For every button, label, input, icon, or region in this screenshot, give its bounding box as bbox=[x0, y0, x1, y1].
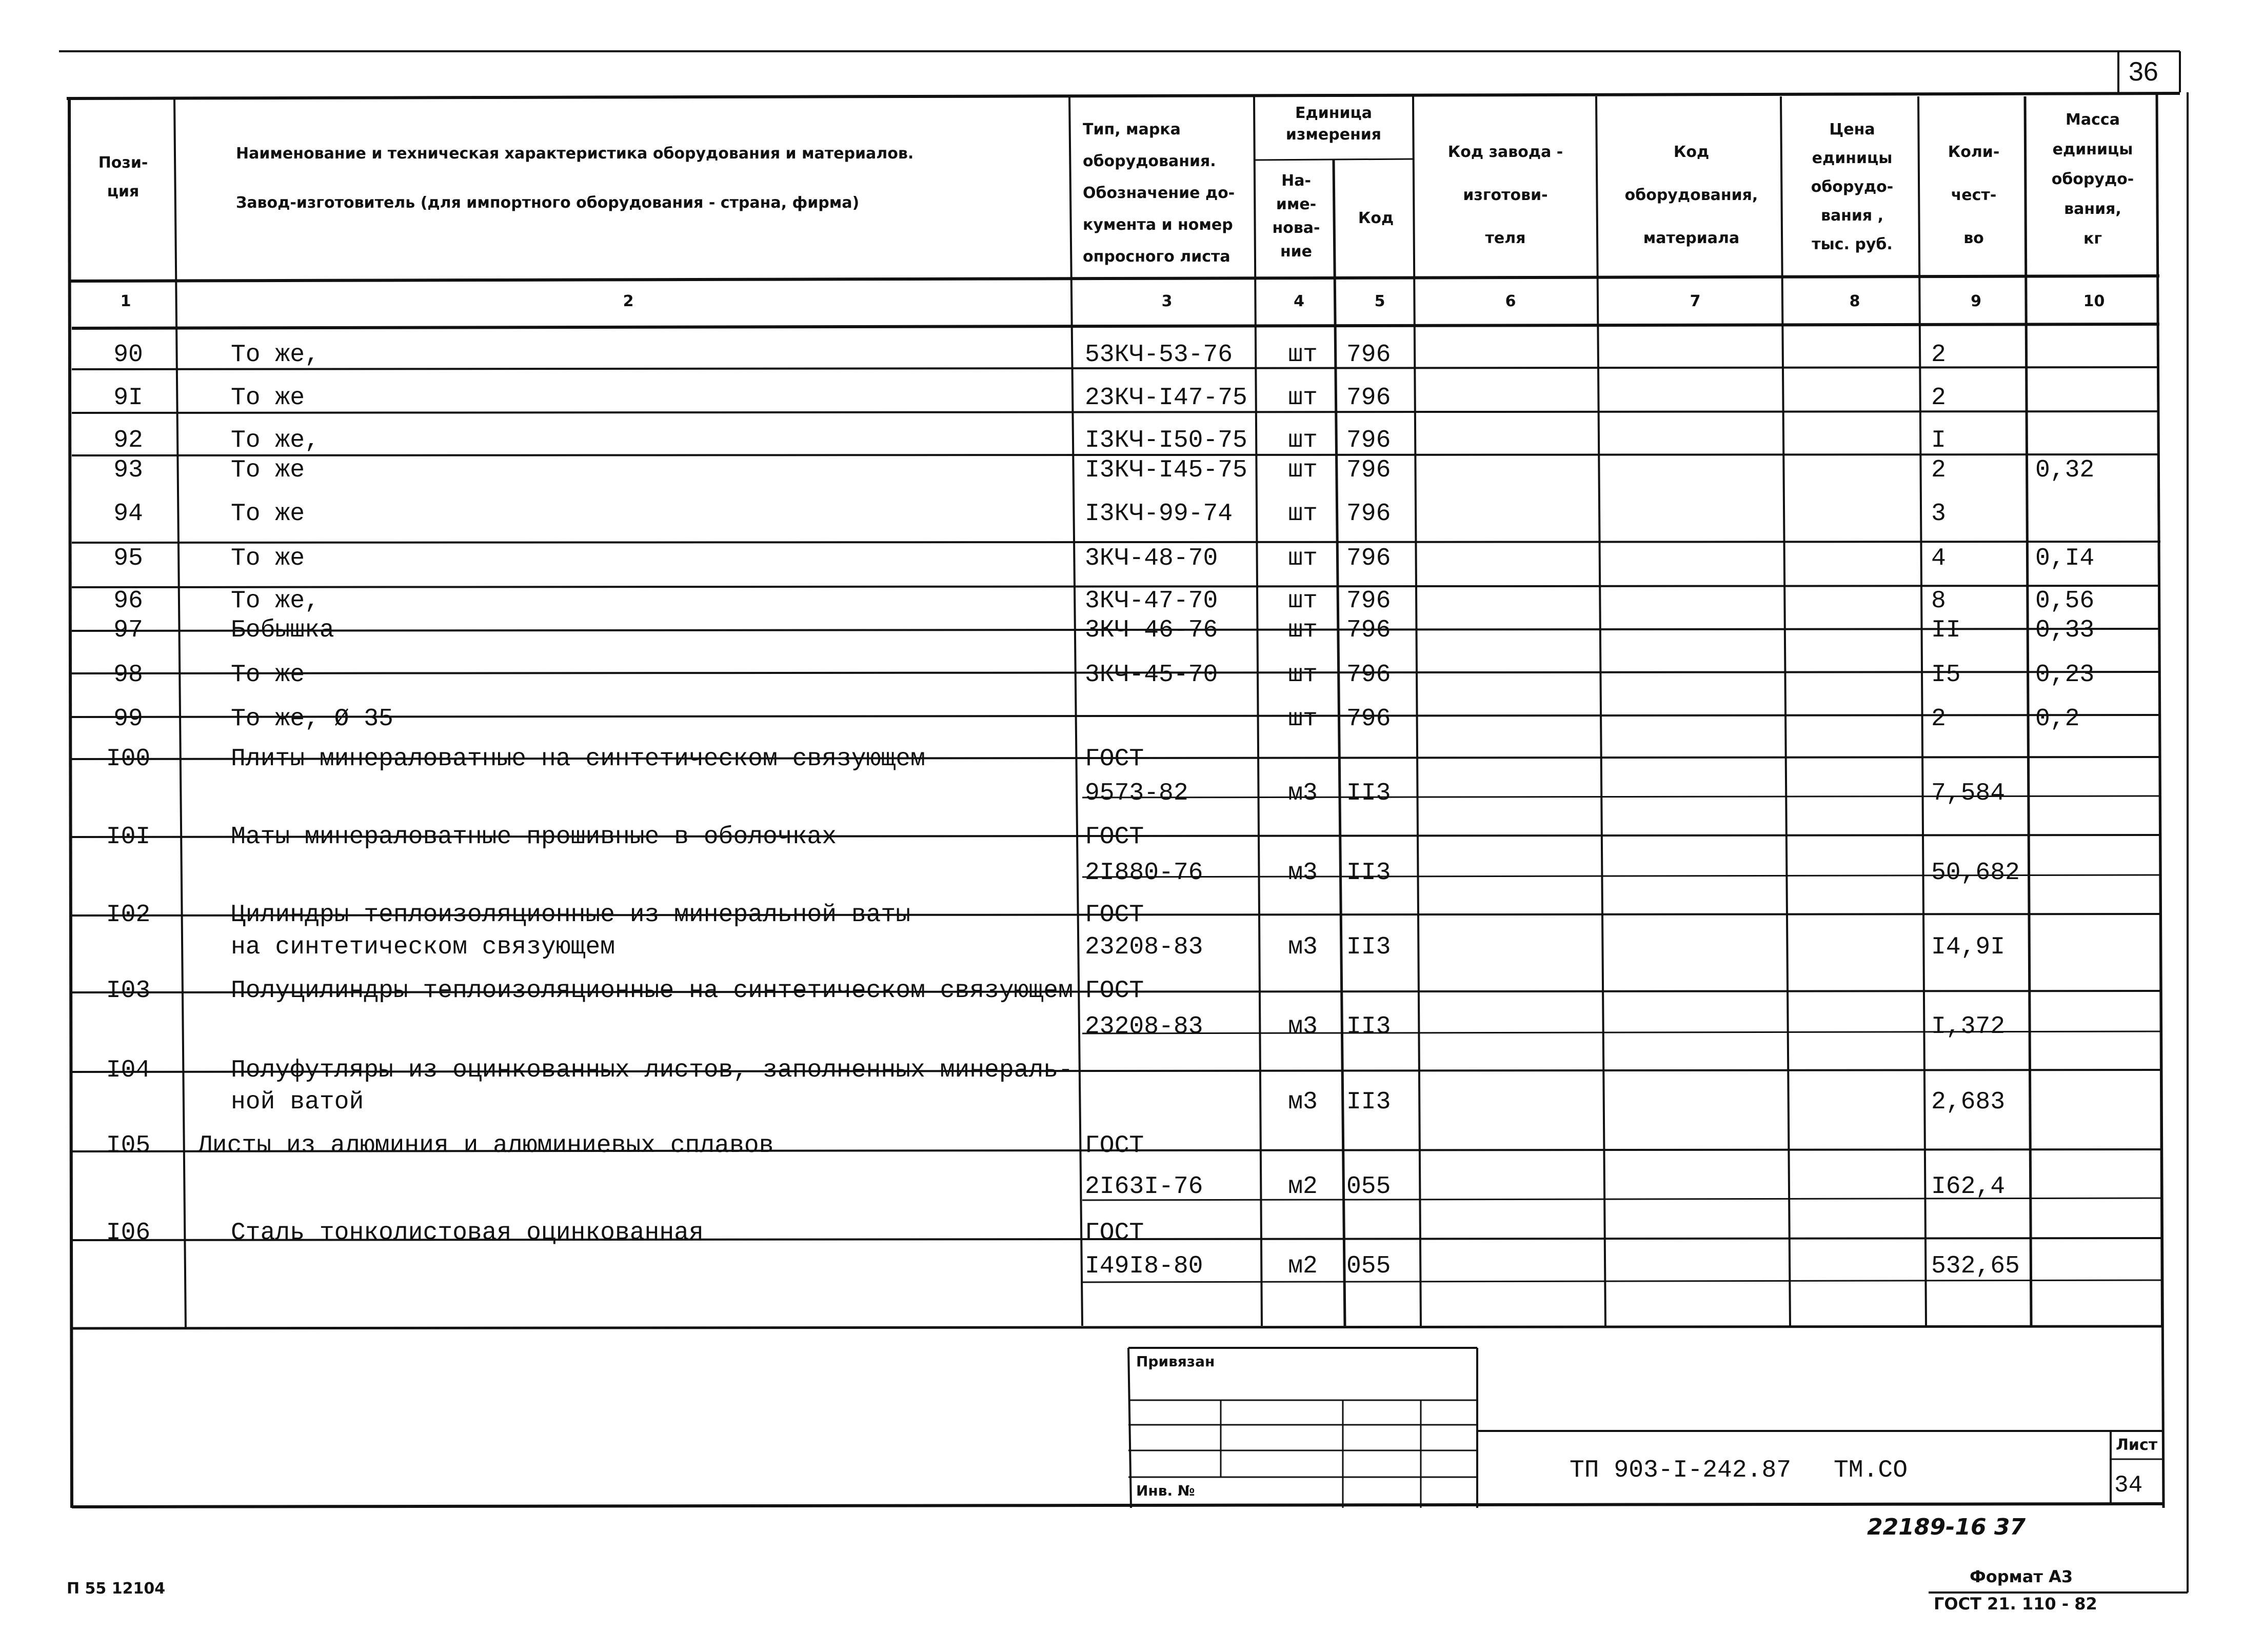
cell-mass: 0,32 bbox=[2035, 456, 2095, 484]
cell-unit: м3 bbox=[1288, 1013, 1318, 1041]
cell-position: 96 bbox=[113, 587, 143, 615]
cell-position: 9I bbox=[113, 384, 143, 412]
footer-gost: ГОСТ 21. 110 - 82 bbox=[1934, 1594, 2097, 1614]
cell-type: ГОСТ bbox=[1085, 901, 1144, 929]
cell-name: То же bbox=[231, 661, 305, 689]
cell-type: I49I8-80 bbox=[1085, 1252, 1203, 1280]
cell-unit-code: 796 bbox=[1346, 384, 1391, 412]
cell-unit-code: II3 bbox=[1346, 1013, 1391, 1041]
cell-quantity: 532,65 bbox=[1931, 1252, 2020, 1280]
cell-position: 95 bbox=[113, 545, 143, 572]
cell-type: I3КЧ-I50-75 bbox=[1085, 427, 1247, 454]
cell-type: I3КЧ-I45-75 bbox=[1085, 456, 1247, 484]
cell-unit: шт bbox=[1288, 341, 1318, 369]
cell-type: 53КЧ-53-76 bbox=[1085, 341, 1233, 369]
cell-position: 92 bbox=[113, 427, 143, 454]
header-unit-name: На- име- нова- ние bbox=[1272, 172, 1320, 261]
cell-position: 97 bbox=[113, 616, 143, 644]
cell-name: Цилиндры теплоизоляционные из минеральной ваты bbox=[231, 901, 911, 929]
cell-unit: м3 bbox=[1288, 1088, 1318, 1116]
cell-unit: шт bbox=[1288, 500, 1318, 528]
cell-quantity: 2 bbox=[1931, 341, 1946, 369]
cell-unit: м3 bbox=[1288, 780, 1318, 807]
cell-unit: шт bbox=[1288, 587, 1318, 615]
page-number: 36 bbox=[2129, 57, 2158, 87]
header-material-code: Код оборудования, материала bbox=[1624, 143, 1758, 247]
cell-type: ГОСТ bbox=[1085, 977, 1144, 1005]
cell-type: 2I880-76 bbox=[1085, 859, 1203, 887]
cell-type: ГОСТ bbox=[1085, 823, 1144, 851]
cell-quantity: 2 bbox=[1931, 705, 1946, 733]
colnum-9: 9 bbox=[1971, 292, 1981, 310]
cell-position: 90 bbox=[113, 341, 143, 369]
cell-quantity: I4,9I bbox=[1931, 933, 2006, 961]
colnum-1: 1 bbox=[120, 292, 131, 310]
cell-unit-code: II3 bbox=[1346, 859, 1391, 887]
cell-unit-code: 796 bbox=[1346, 500, 1391, 528]
cell-type: 23208-83 bbox=[1085, 933, 1203, 961]
cell-unit-code: 055 bbox=[1346, 1173, 1391, 1201]
header-factory-code: Код завода - изготови- теля bbox=[1447, 143, 1563, 247]
cell-type: 23КЧ-I47-75 bbox=[1085, 384, 1247, 412]
colnum-6: 6 bbox=[1505, 292, 1516, 310]
cell-unit-code: 796 bbox=[1346, 545, 1391, 572]
stamp-privyazan: Привязан bbox=[1136, 1353, 1215, 1370]
cell-name: То же, bbox=[231, 587, 320, 615]
cell-quantity: I5 bbox=[1931, 661, 1961, 689]
cell-unit: шт bbox=[1288, 616, 1318, 644]
cell-quantity: 7,584 bbox=[1931, 780, 2006, 807]
cell-unit-code: II3 bbox=[1346, 780, 1391, 807]
cell-type: ГОСТ bbox=[1085, 745, 1144, 773]
cell-quantity: 50,682 bbox=[1931, 859, 2020, 887]
cell-name: Бобышка bbox=[231, 616, 334, 644]
cell-position: I02 bbox=[106, 901, 151, 929]
cell-unit-code: II3 bbox=[1346, 933, 1391, 961]
cell-type: 3КЧ-45-70 bbox=[1085, 661, 1218, 689]
cell-unit-code: 796 bbox=[1346, 427, 1391, 454]
colnum-7: 7 bbox=[1690, 292, 1701, 310]
archive-number: 22189-16 37 bbox=[1867, 1514, 2026, 1540]
cell-quantity: 3 bbox=[1931, 500, 1946, 528]
header-unit-code: Код bbox=[1358, 209, 1394, 227]
cell-mass: 0,2 bbox=[2035, 705, 2080, 733]
cell-name: ной ватой bbox=[231, 1088, 364, 1116]
cell-position: I05 bbox=[106, 1132, 151, 1160]
cell-type: 3КЧ-48-70 bbox=[1085, 545, 1218, 572]
cell-position: 99 bbox=[113, 705, 143, 733]
header-type: Тип, марка оборудования. Обозначение до- кумента и номер опросного листа bbox=[1083, 121, 1235, 266]
cell-name: Листы из алюминия и алюминиевых сплавов bbox=[197, 1132, 774, 1160]
cell-name: Сталь тонколистовая оцинкованная bbox=[231, 1219, 704, 1247]
header-unit-group: Единица измерения bbox=[1285, 104, 1382, 144]
colnum-8: 8 bbox=[1849, 292, 1860, 310]
cell-name: То же, bbox=[231, 341, 320, 369]
cell-mass: 0,23 bbox=[2035, 661, 2095, 689]
cell-position: I06 bbox=[106, 1219, 151, 1247]
cell-type: 9573-82 bbox=[1085, 780, 1188, 807]
stamp-doc-code: ТП 903-I-242.87 bbox=[1570, 1457, 1792, 1484]
cell-unit: шт bbox=[1288, 705, 1318, 733]
header-position: Пози- ция bbox=[98, 154, 148, 201]
cell-name: Полуцилиндры теплоизоляционные на синтетическом связующем bbox=[231, 977, 1073, 1005]
cell-unit: м2 bbox=[1288, 1173, 1318, 1201]
cell-type: 3КЧ-46-76 bbox=[1085, 616, 1218, 644]
stamp-doc-suffix: ТМ.СО bbox=[1834, 1457, 1908, 1484]
cell-name: То же, bbox=[231, 427, 320, 454]
cell-unit-code: 796 bbox=[1346, 456, 1391, 484]
cell-unit: м2 bbox=[1288, 1252, 1318, 1280]
cell-name: на синтетическом связующем bbox=[231, 933, 615, 961]
footer-format: Формат А3 bbox=[1970, 1567, 2073, 1586]
cell-quantity: 2 bbox=[1931, 456, 1946, 484]
cell-position: 93 bbox=[113, 456, 143, 484]
cell-position: I0I bbox=[106, 823, 151, 851]
cell-unit-code: 796 bbox=[1346, 341, 1391, 369]
cell-unit: м3 bbox=[1288, 859, 1318, 887]
cell-quantity: 8 bbox=[1931, 587, 1946, 615]
cell-quantity: 2,683 bbox=[1931, 1088, 2006, 1116]
colnum-3: 3 bbox=[1161, 292, 1173, 310]
cell-quantity: I62,4 bbox=[1931, 1173, 2006, 1201]
cell-mass: 0,56 bbox=[2035, 587, 2095, 615]
cell-type: I3КЧ-99-74 bbox=[1085, 500, 1233, 528]
cell-mass: 0,33 bbox=[2035, 616, 2095, 644]
header-price: Цена единицы оборудо- вания , тыс. руб. bbox=[1811, 121, 1894, 253]
cell-unit-code: 055 bbox=[1346, 1252, 1391, 1280]
cell-type: ГОСТ bbox=[1085, 1132, 1144, 1160]
cell-name: То же bbox=[231, 384, 305, 412]
cell-position: 94 bbox=[113, 500, 143, 528]
cell-unit: шт bbox=[1288, 661, 1318, 689]
cell-position: I00 bbox=[106, 745, 151, 773]
colnum-2: 2 bbox=[623, 292, 634, 310]
cell-quantity: I,372 bbox=[1931, 1013, 2006, 1041]
header-name-line1: Наименование и техническая характеристика оборудования и материалов. bbox=[236, 145, 914, 163]
cell-type: 3КЧ-47-70 bbox=[1085, 587, 1218, 615]
cell-name: То же bbox=[231, 456, 305, 484]
cell-mass: 0,I4 bbox=[2035, 545, 2095, 572]
header-mass: Масса единицы оборудо- вания, кг bbox=[2051, 111, 2134, 248]
cell-name: Полуфутляры из оцинкованных листов, заполненных минераль- bbox=[231, 1057, 1073, 1084]
cell-position: 98 bbox=[113, 661, 143, 689]
cell-unit-code: 796 bbox=[1346, 661, 1391, 689]
cell-quantity: 2 bbox=[1931, 384, 1946, 412]
cell-unit: шт bbox=[1288, 427, 1318, 454]
cell-position: I04 bbox=[106, 1057, 151, 1084]
cell-unit: шт bbox=[1288, 456, 1318, 484]
footer-left-code: П 55 12104 bbox=[67, 1580, 166, 1598]
cell-type: 23208-83 bbox=[1085, 1013, 1203, 1041]
cell-unit-code: II3 bbox=[1346, 1088, 1391, 1116]
cell-name: Плиты минераловатные на синтетическом связующем bbox=[231, 745, 925, 773]
colnum-10: 10 bbox=[2083, 292, 2105, 310]
cell-type: 2I63I-76 bbox=[1085, 1173, 1203, 1201]
cell-unit: шт bbox=[1288, 545, 1318, 572]
cell-quantity: 4 bbox=[1931, 545, 1946, 572]
cell-unit-code: 796 bbox=[1346, 616, 1391, 644]
cell-name: Маты минераловатные прошивные в оболочках bbox=[231, 823, 837, 851]
header-name-line2: Завод-изготовитель (для импортного оборудования - страна, фирма) bbox=[236, 194, 860, 212]
cell-position: I03 bbox=[106, 977, 151, 1005]
cell-unit: м3 bbox=[1288, 933, 1318, 961]
colnum-5: 5 bbox=[1374, 292, 1385, 310]
cell-quantity: II bbox=[1931, 616, 1961, 644]
header-quantity: Коли- чест- во bbox=[1948, 143, 2000, 247]
cell-name: То же bbox=[231, 500, 305, 528]
cell-quantity: I bbox=[1931, 427, 1946, 454]
stamp-sheet-label: Лист bbox=[2116, 1436, 2158, 1454]
colnum-4: 4 bbox=[1294, 292, 1304, 310]
cell-name: То же, Ø 35 bbox=[231, 705, 393, 733]
cell-name: То же bbox=[231, 545, 305, 572]
cell-unit-code: 796 bbox=[1346, 587, 1391, 615]
cell-unit-code: 796 bbox=[1346, 705, 1391, 733]
stamp-inv-no: Инв. № bbox=[1136, 1482, 1195, 1499]
stamp-sheet-number: 34 bbox=[2114, 1472, 2143, 1499]
cell-unit: шт bbox=[1288, 384, 1318, 412]
cell-type: ГОСТ bbox=[1085, 1219, 1144, 1247]
